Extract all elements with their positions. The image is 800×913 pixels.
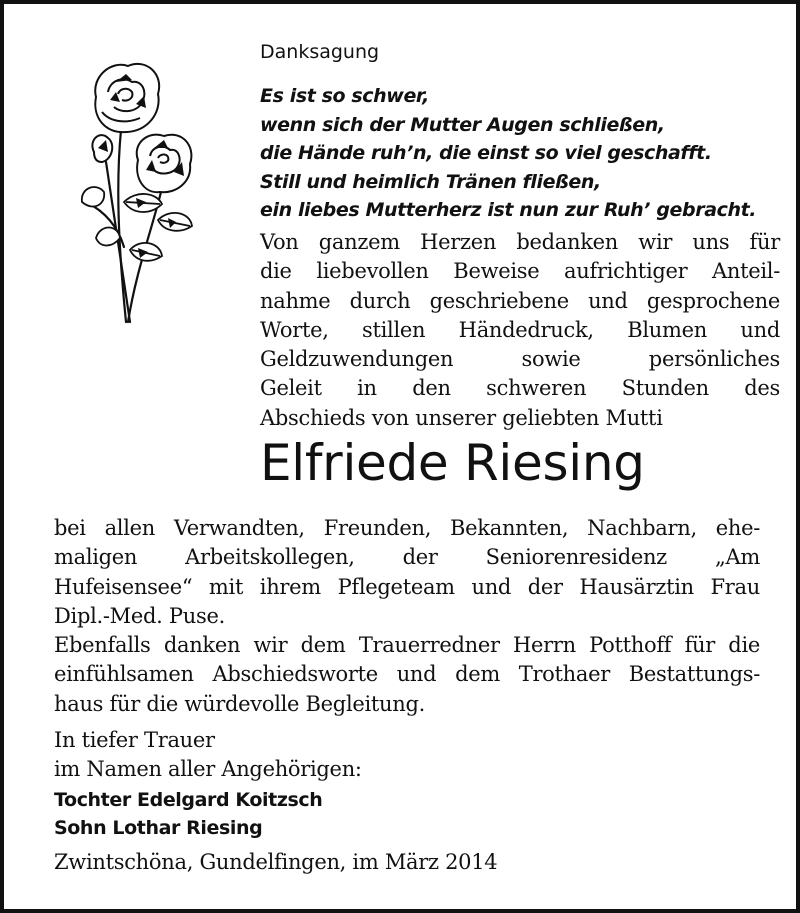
body-line: Dipl.-Med. Puse. bbox=[54, 603, 225, 628]
body-line: haus für die würdevolle Begleitung. bbox=[54, 691, 426, 716]
poem bbox=[260, 82, 780, 225]
thanks-line: Geleit in den schweren Stunden des bbox=[260, 376, 780, 401]
signer-name: Tochter Edelgard Koitzsch bbox=[54, 789, 323, 811]
thanks-line: Abschieds von unserer geliebten Mutti bbox=[260, 405, 663, 430]
body-line: einfühlsamen Abschiedsworte und dem Trothaer Bestattungs- bbox=[54, 662, 760, 687]
signers bbox=[54, 786, 322, 842]
body-line: Ebenfalls danken wir dem Trauerredner Herrn Potthoff für die bbox=[54, 633, 760, 658]
poem-line: Es ist so schwer, bbox=[260, 85, 429, 107]
poem-line: Still und heimlich Tränen fließen, bbox=[260, 170, 601, 193]
body-text bbox=[54, 514, 760, 719]
closing-line: In tiefer Trauer bbox=[54, 728, 215, 752]
thanks-line: Geldzuwendungen sowie persönliches bbox=[260, 347, 780, 372]
thanks-line: Von ganzem Herzen bedanken wir uns für bbox=[260, 230, 780, 254]
thanks-line: die liebevollen Beweise aufrichtiger Anteil- bbox=[260, 259, 780, 284]
body-line: maligen Arbeitskollegen, der Seniorenresidenz „Am bbox=[54, 545, 760, 570]
thanks-line: Worte, stillen Händedruck, Blumen und bbox=[260, 317, 780, 342]
thanks-line: nahme durch geschriebene und gesprochene bbox=[260, 288, 780, 313]
heading-danksagung: Danksagung bbox=[260, 41, 380, 63]
poem-line: wenn sich der Mutter Augen schließen, bbox=[260, 113, 665, 136]
poem-line: ein liebes Mutterherz ist nun zur Ruh’ gebracht. bbox=[260, 199, 757, 221]
thanks-paragraph bbox=[260, 228, 780, 433]
body-line: Hufeisensee“ mit ihrem Pflegeteam und der Hausärztin Frau bbox=[54, 574, 760, 599]
closing-line: im Namen aller Angehörigen: bbox=[54, 757, 362, 782]
closing bbox=[54, 726, 362, 785]
body-line: bei allen Verwandten, Freunden, Bekannten, Nachbarn, ehe- bbox=[54, 516, 760, 540]
deceased-name: Elfriede Riesing bbox=[260, 434, 645, 492]
roses-illustration-icon bbox=[66, 52, 216, 332]
poem-line: die Hände ruh’n, die einst so viel geschafft. bbox=[260, 142, 712, 164]
signer-name: Sohn Lothar Riesing bbox=[54, 817, 263, 839]
body-paragraph-2 bbox=[54, 631, 760, 719]
place-and-date: Zwintschöna, Gundelfingen, im März 2014 bbox=[54, 850, 498, 874]
